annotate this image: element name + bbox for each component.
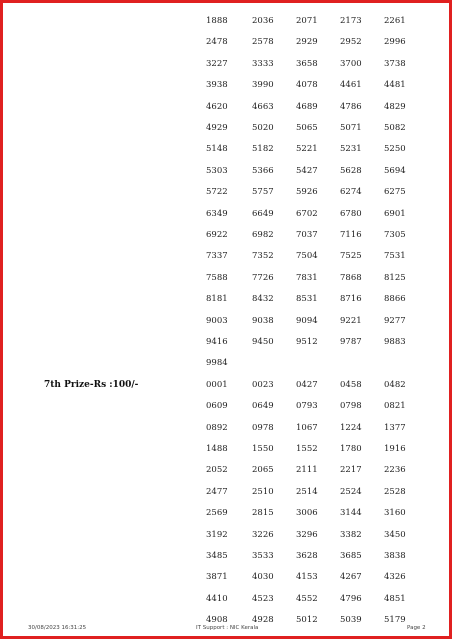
ticket-number: 2236	[384, 465, 406, 476]
ticket-number: 5694	[384, 165, 406, 176]
ticket-number: 9277	[384, 315, 406, 326]
ticket-number: 7037	[296, 230, 318, 240]
ticket-number: 3990	[252, 80, 274, 91]
ticket-number: 3192	[206, 529, 228, 540]
ticket-number: 5179	[384, 615, 406, 626]
ticket-number: 4552	[296, 593, 318, 604]
ticket-number: 5039	[340, 615, 362, 626]
ticket-number: 5722	[206, 187, 228, 198]
ticket-number: 5926	[296, 187, 318, 198]
ticket-number: 4620	[206, 101, 228, 112]
ticket-number: 0798	[340, 401, 362, 412]
ticket-number: 7831	[296, 272, 318, 283]
ticket-number: 5366	[252, 165, 274, 176]
ticket-number: 4908	[206, 615, 228, 626]
number-row	[6, 444, 446, 460]
ticket-number: 2052	[206, 465, 228, 476]
number-row	[6, 530, 446, 546]
ticket-number: 2929	[296, 37, 318, 48]
ticket-number: 3160	[384, 508, 406, 519]
ticket-number: 8866	[384, 294, 406, 305]
number-row	[6, 16, 446, 32]
ticket-number: 3838	[384, 551, 406, 561]
ticket-number: 0001	[206, 379, 228, 390]
ticket-number: 8432	[252, 294, 274, 305]
ticket-number: 3700	[340, 58, 362, 69]
number-row	[6, 358, 446, 374]
ticket-number: 7305	[384, 230, 406, 240]
ticket-number: 3938	[206, 80, 228, 91]
ticket-number: 3226	[252, 529, 274, 540]
ticket-number: 9984	[206, 358, 228, 369]
ticket-number: 4829	[384, 101, 406, 112]
ticket-number: 5628	[340, 165, 362, 176]
ticket-number: 1377	[384, 422, 406, 433]
ticket-number: 0609	[206, 401, 228, 412]
ticket-number: 4796	[340, 593, 362, 604]
ticket-number: 2173	[340, 16, 362, 26]
ticket-number: 6349	[206, 208, 228, 219]
ticket-number: 2569	[206, 508, 228, 519]
ticket-number: 3333	[252, 58, 274, 69]
ticket-number: 5250	[384, 144, 406, 155]
ticket-number: 6702	[296, 208, 318, 219]
ticket-number: 2261	[384, 16, 406, 26]
ticket-number: 4030	[252, 572, 274, 583]
number-row	[6, 551, 446, 567]
number-row	[6, 487, 446, 503]
ticket-number: 2514	[296, 486, 318, 497]
number-row	[6, 337, 446, 353]
ticket-number: 2952	[340, 37, 362, 48]
number-row	[6, 209, 446, 225]
ticket-number: 2071	[296, 16, 318, 26]
number-row	[6, 144, 446, 160]
ticket-number: 4851	[384, 593, 406, 604]
ticket-number: 4410	[206, 593, 228, 604]
number-row	[6, 59, 446, 75]
ticket-number: 6901	[384, 208, 406, 219]
ticket-number: 7588	[206, 272, 228, 283]
ticket-number: 2528	[384, 486, 406, 497]
ticket-number: 0458	[340, 379, 362, 390]
ticket-number: 3450	[384, 529, 406, 540]
ticket-number: 9512	[296, 337, 318, 347]
ticket-number: 1780	[340, 444, 362, 454]
number-row	[6, 251, 446, 267]
ticket-number: 4078	[296, 80, 318, 91]
ticket-number: 1550	[252, 444, 274, 454]
footer-page-number: Page 2	[407, 625, 426, 631]
ticket-number: 5231	[340, 144, 362, 155]
ticket-number: 3006	[296, 508, 318, 519]
ticket-number: 5012	[296, 615, 318, 626]
ticket-number: 6922	[206, 230, 228, 240]
ticket-number: 3658	[296, 58, 318, 69]
number-row	[6, 594, 446, 610]
ticket-number: 4153	[296, 572, 318, 583]
ticket-number: 3296	[296, 529, 318, 540]
ticket-number: 8716	[340, 294, 362, 305]
number-row	[6, 187, 446, 203]
ticket-number: 5082	[384, 123, 406, 133]
ticket-number: 0821	[384, 401, 406, 412]
number-row	[6, 123, 446, 139]
number-row	[6, 166, 446, 182]
ticket-number: 0482	[384, 379, 406, 390]
ticket-number: 9094	[296, 315, 318, 326]
ticket-number: 2524	[340, 486, 362, 497]
ticket-number: 5065	[296, 123, 318, 133]
ticket-number: 0649	[252, 401, 274, 412]
ticket-number: 5221	[296, 144, 318, 155]
ticket-number: 5182	[252, 144, 274, 155]
ticket-number: 2996	[384, 37, 406, 48]
number-row	[6, 465, 446, 481]
ticket-number: 0892	[206, 422, 228, 433]
ticket-number: 6649	[252, 208, 274, 219]
ticket-number: 5757	[252, 187, 274, 198]
ticket-number: 4928	[252, 615, 274, 626]
ticket-number: 7504	[296, 251, 318, 262]
number-row	[6, 423, 446, 439]
ticket-number: 3685	[340, 551, 362, 561]
ticket-number: 4689	[296, 101, 318, 112]
ticket-number: 2578	[252, 37, 274, 48]
ticket-number: 5427	[296, 165, 318, 176]
ticket-number: 9416	[206, 337, 228, 347]
ticket-number: 8125	[384, 272, 406, 283]
ticket-number: 7525	[340, 251, 362, 262]
ticket-number: 6274	[340, 187, 362, 198]
ticket-number: 4267	[340, 572, 362, 583]
results-page	[6, 6, 446, 634]
footer-support: IT Support : NIC Kerala	[196, 625, 259, 631]
number-row	[6, 572, 446, 588]
ticket-number: 9221	[340, 315, 362, 326]
ticket-number: 4481	[384, 80, 406, 91]
ticket-number: 9038	[252, 315, 274, 326]
ticket-number: 1916	[384, 444, 406, 454]
ticket-number: 2111	[296, 465, 318, 476]
ticket-number: 5303	[206, 165, 228, 176]
ticket-number: 3227	[206, 58, 228, 69]
ticket-number: 7116	[340, 230, 362, 240]
number-row	[6, 230, 446, 246]
ticket-number: 3533	[252, 551, 274, 561]
ticket-number: 3144	[340, 508, 362, 519]
ticket-number: 1488	[206, 444, 228, 454]
ticket-number: 7531	[384, 251, 406, 262]
number-row	[6, 102, 446, 118]
number-row	[6, 380, 446, 396]
ticket-number: 5071	[340, 123, 362, 133]
ticket-number: 9787	[340, 337, 362, 347]
footer-datetime: 30/08/2023 16:31:25	[28, 625, 87, 631]
ticket-number: 9450	[252, 337, 274, 347]
ticket-number: 3628	[296, 551, 318, 561]
ticket-number: 7337	[206, 251, 228, 262]
ticket-number: 5148	[206, 144, 228, 155]
ticket-number: 6982	[252, 230, 274, 240]
ticket-number: 7868	[340, 272, 362, 283]
number-row	[6, 508, 446, 524]
ticket-number: 2478	[206, 37, 228, 48]
number-row	[6, 273, 446, 289]
ticket-number: 6780	[340, 208, 362, 219]
ticket-number: 4523	[252, 593, 274, 604]
ticket-number: 4786	[340, 101, 362, 112]
number-row	[6, 37, 446, 53]
ticket-number: 0023	[252, 379, 274, 390]
number-row	[6, 401, 446, 417]
ticket-number: 2815	[252, 508, 274, 519]
ticket-number: 2510	[252, 486, 274, 497]
ticket-number: 7726	[252, 272, 274, 283]
ticket-number: 0978	[252, 422, 274, 433]
ticket-number: 4663	[252, 101, 274, 112]
ticket-number: 2217	[340, 465, 362, 476]
ticket-number: 1552	[296, 444, 318, 454]
ticket-number: 3738	[384, 58, 406, 69]
ticket-number: 8531	[296, 294, 318, 305]
prize-label: 7th Prize-Rs :100/-	[44, 379, 139, 390]
ticket-number: 1224	[340, 422, 362, 433]
ticket-number: 1888	[206, 16, 228, 26]
ticket-number: 9003	[206, 315, 228, 326]
ticket-number: 3485	[206, 551, 228, 561]
number-row	[6, 294, 446, 310]
ticket-number: 2477	[206, 486, 228, 497]
number-row	[6, 316, 446, 332]
ticket-number: 4929	[206, 123, 228, 133]
ticket-number: 2065	[252, 465, 274, 476]
ticket-number: 2036	[252, 16, 274, 26]
ticket-number: 3871	[206, 572, 228, 583]
ticket-number: 4326	[384, 572, 406, 583]
ticket-number: 5020	[252, 123, 274, 133]
ticket-number: 0793	[296, 401, 318, 412]
ticket-number: 1067	[296, 422, 318, 433]
ticket-number: 8181	[206, 294, 228, 305]
number-row	[6, 80, 446, 96]
ticket-number: 7352	[252, 251, 274, 262]
ticket-number: 3382	[340, 529, 362, 540]
ticket-number: 0427	[296, 379, 318, 390]
ticket-number: 9883	[384, 337, 406, 347]
ticket-number: 4461	[340, 80, 362, 91]
ticket-number: 6275	[384, 187, 406, 198]
